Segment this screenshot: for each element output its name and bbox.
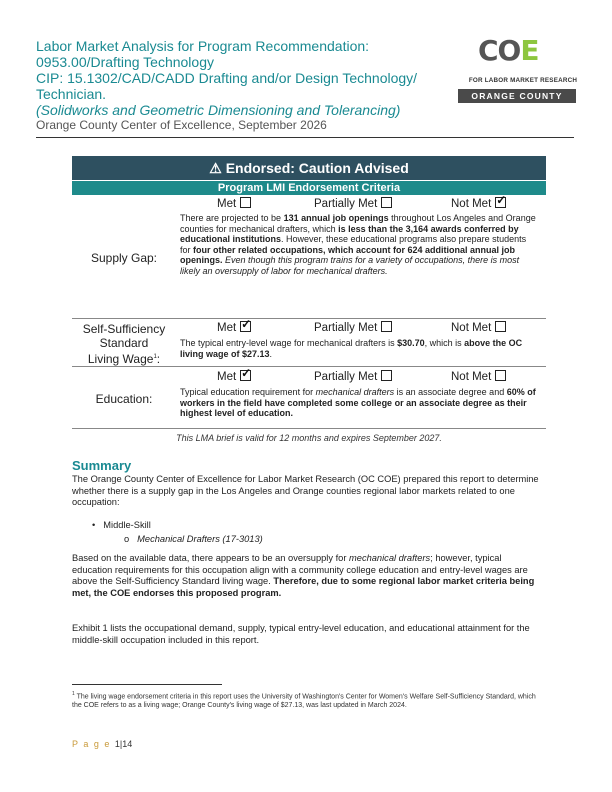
not-met-checkbox xyxy=(495,321,506,332)
document-subtitle: Orange County Center of Excellence, September 2026 xyxy=(36,118,327,132)
summary-paragraph-3: Exhibit 1 lists the occupational demand, supply, typical entry-level education, and educational attainment for the middle-skill occupation included in this report. xyxy=(72,623,530,645)
living-wage-options xyxy=(180,321,546,335)
title-line-1: Labor Market Analysis for Program Recommendation: xyxy=(36,38,370,54)
row-divider xyxy=(72,318,546,319)
option-partially-met: Partially Met xyxy=(314,370,392,383)
supply-gap-description: There are projected to be 131 annual job openings throughout Los Angeles and Orange counties for mechanical drafters, which is less than the 3,164 awards conferred by educational institutions. However, these educational programs also prepare students for four other related occupations, which account for 624 additional annual job openings. Even though this program trains for a variety of occupations, there is most likely an oversupply of labor for mechanical drafters. xyxy=(180,213,536,276)
header-rule xyxy=(36,137,574,138)
title-line-5: (Solidworks and Geometric Dimensioning and Tolerancing) xyxy=(36,102,401,118)
bullet-item: • Middle-Skill xyxy=(92,520,151,530)
option-partially-met: Partially Met xyxy=(314,321,392,334)
education-description: Typical education requirement for mechanical drafters is an associate degree and 60% of workers in the field have completed some college or an associate degree as their highest level of education. xyxy=(180,387,536,419)
page-number: P a g e 1|14 xyxy=(72,739,133,749)
document-title xyxy=(36,38,456,132)
option-met: Met✓ xyxy=(217,321,251,334)
option-met: Met xyxy=(217,197,251,210)
title-line-2: 0953.00/Drafting Technology xyxy=(36,54,214,70)
supply-gap-options xyxy=(180,197,546,211)
option-partially-met: Partially Met xyxy=(314,197,392,210)
partially-met-checkbox xyxy=(381,321,392,332)
row-divider xyxy=(72,428,546,429)
endorsement-banner: ⚠ Endorsed: Caution Advised xyxy=(72,156,546,180)
met-checkbox xyxy=(240,370,251,381)
met-checkbox xyxy=(240,321,251,332)
partially-met-checkbox xyxy=(381,370,392,381)
logo-region: ORANGE COUNTY xyxy=(458,89,576,103)
coe-logo xyxy=(478,34,539,67)
row-divider xyxy=(72,366,546,367)
not-met-checkbox xyxy=(495,370,506,381)
option-met: Met✓ xyxy=(217,370,251,383)
supply-gap-label: Supply Gap: xyxy=(90,251,158,265)
option-not-met: Not Met xyxy=(451,321,506,334)
living-wage-description: The typical entry-level wage for mechanical drafters is $30.70, which is above the OC living wage of $27.13. xyxy=(180,338,523,359)
summary-paragraph-2: Based on the available data, there appears to be an oversupply for mechanical drafters; however, typical education requirements for this occupation align with a community college education and entry-level wages are above the Self-Sufficiency Standard living wage. Therefore, due to some regional labor market criteria being met, the COE endorses this proposed program. xyxy=(72,553,535,598)
coe-logo-accent: E xyxy=(520,34,539,67)
coe-logo-main: CO xyxy=(478,34,521,67)
partially-met-checkbox xyxy=(381,197,392,208)
logo-tagline: FOR LABOR MARKET RESEARCH xyxy=(468,77,578,84)
footnote: $^1$ The living wage endorsement criteria in this report uses the University of Washington's Center for Women's Welfare Self-Sufficiency Standard, which the COE refers to as a living wage; Orange County's living wage of $27.13, was last updated in March 2024. xyxy=(72,691,536,709)
footnote-rule xyxy=(72,684,222,685)
summary-heading: Summary xyxy=(72,458,132,473)
option-not-met: Not Met xyxy=(451,370,506,383)
title-line-4: Technician. xyxy=(36,86,107,102)
met-checkbox xyxy=(240,197,251,208)
not-met-checkbox xyxy=(495,197,506,208)
education-options xyxy=(180,370,546,384)
education-label: Education: xyxy=(95,392,153,406)
criteria-subheader: Program LMI Endorsement Criteria xyxy=(72,181,546,195)
validity-note: This LMA brief is valid for 12 months and expires September 2027. xyxy=(176,433,442,443)
living-wage-label: Self-Sufficiency Standard Living Wage$^1$: xyxy=(82,322,166,366)
option-not-met: Not Met✓ xyxy=(451,197,506,210)
sub-bullet-item: o Mechanical Drafters (17-3013) xyxy=(124,534,263,544)
summary-paragraph-1: The Orange County Center of Excellence for Labor Market Research (OC COE) prepared this report to determine whether there is a supply gap in the Los Angeles and Orange counties regional labor markets related to one occupation: xyxy=(72,474,539,508)
title-line-3: CIP: 15.1302/CAD/CADD Drafting and/or Design Technology/ xyxy=(36,70,418,86)
